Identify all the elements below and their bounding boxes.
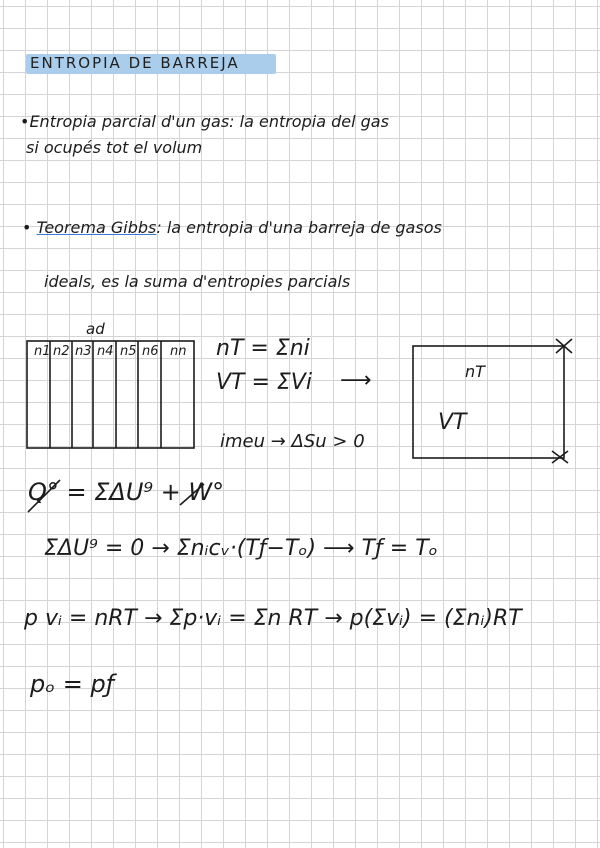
equation-nT: nT = Σni <box>216 336 310 361</box>
column-label-4: n4 <box>97 344 114 359</box>
text-line-1: •Entropia parcial d'un gas: la entropia del gas <box>20 112 389 131</box>
equation-sum: ΣΔU⁹ = 0 → Σnᵢcᵥ·(Tƒ−Tₒ) ⟶ Tƒ = Tₒ <box>44 536 438 561</box>
box-right-VT: VT <box>438 410 467 435</box>
text-line-2: si ocupés tot el volum <box>26 138 203 157</box>
column-label-5: n5 <box>120 344 137 359</box>
column-label-6: n6 <box>142 344 159 359</box>
column-label-3: n3 <box>75 344 92 359</box>
page-title: ENTROPIA DE BARREJA <box>30 54 240 72</box>
equation-p: pₒ = pƒ <box>30 670 115 698</box>
box-label: ad <box>86 320 105 338</box>
equation-pv: p vᵢ = nRT → Σp·vᵢ = Σn RT → p(Σvᵢ) = (Σnᵢ)RT <box>24 606 522 631</box>
equation-energy: Q° = ΣΔU⁹ + W° <box>28 478 225 506</box>
equation-VT: VT = ΣVi <box>216 370 312 395</box>
teorema-line: • Teorema Gibbs: la entropia d'una barreja de gasos <box>22 218 442 237</box>
equation-imeu: imeu → ΔSu > 0 <box>220 431 365 452</box>
column-label-7: nn <box>170 344 187 359</box>
box-right-nT: nT <box>465 362 485 381</box>
teorema-label: Teorema Gibbs <box>36 218 157 237</box>
column-label-1: n1 <box>34 344 51 359</box>
teorema-line-2: ideals, es la suma d'entropies parcials <box>44 272 351 291</box>
teorema-rest: : la entropia d'una barreja de gasos <box>156 218 442 237</box>
column-label-2: n2 <box>53 344 70 359</box>
arrow-right: ⟶ <box>340 368 372 393</box>
